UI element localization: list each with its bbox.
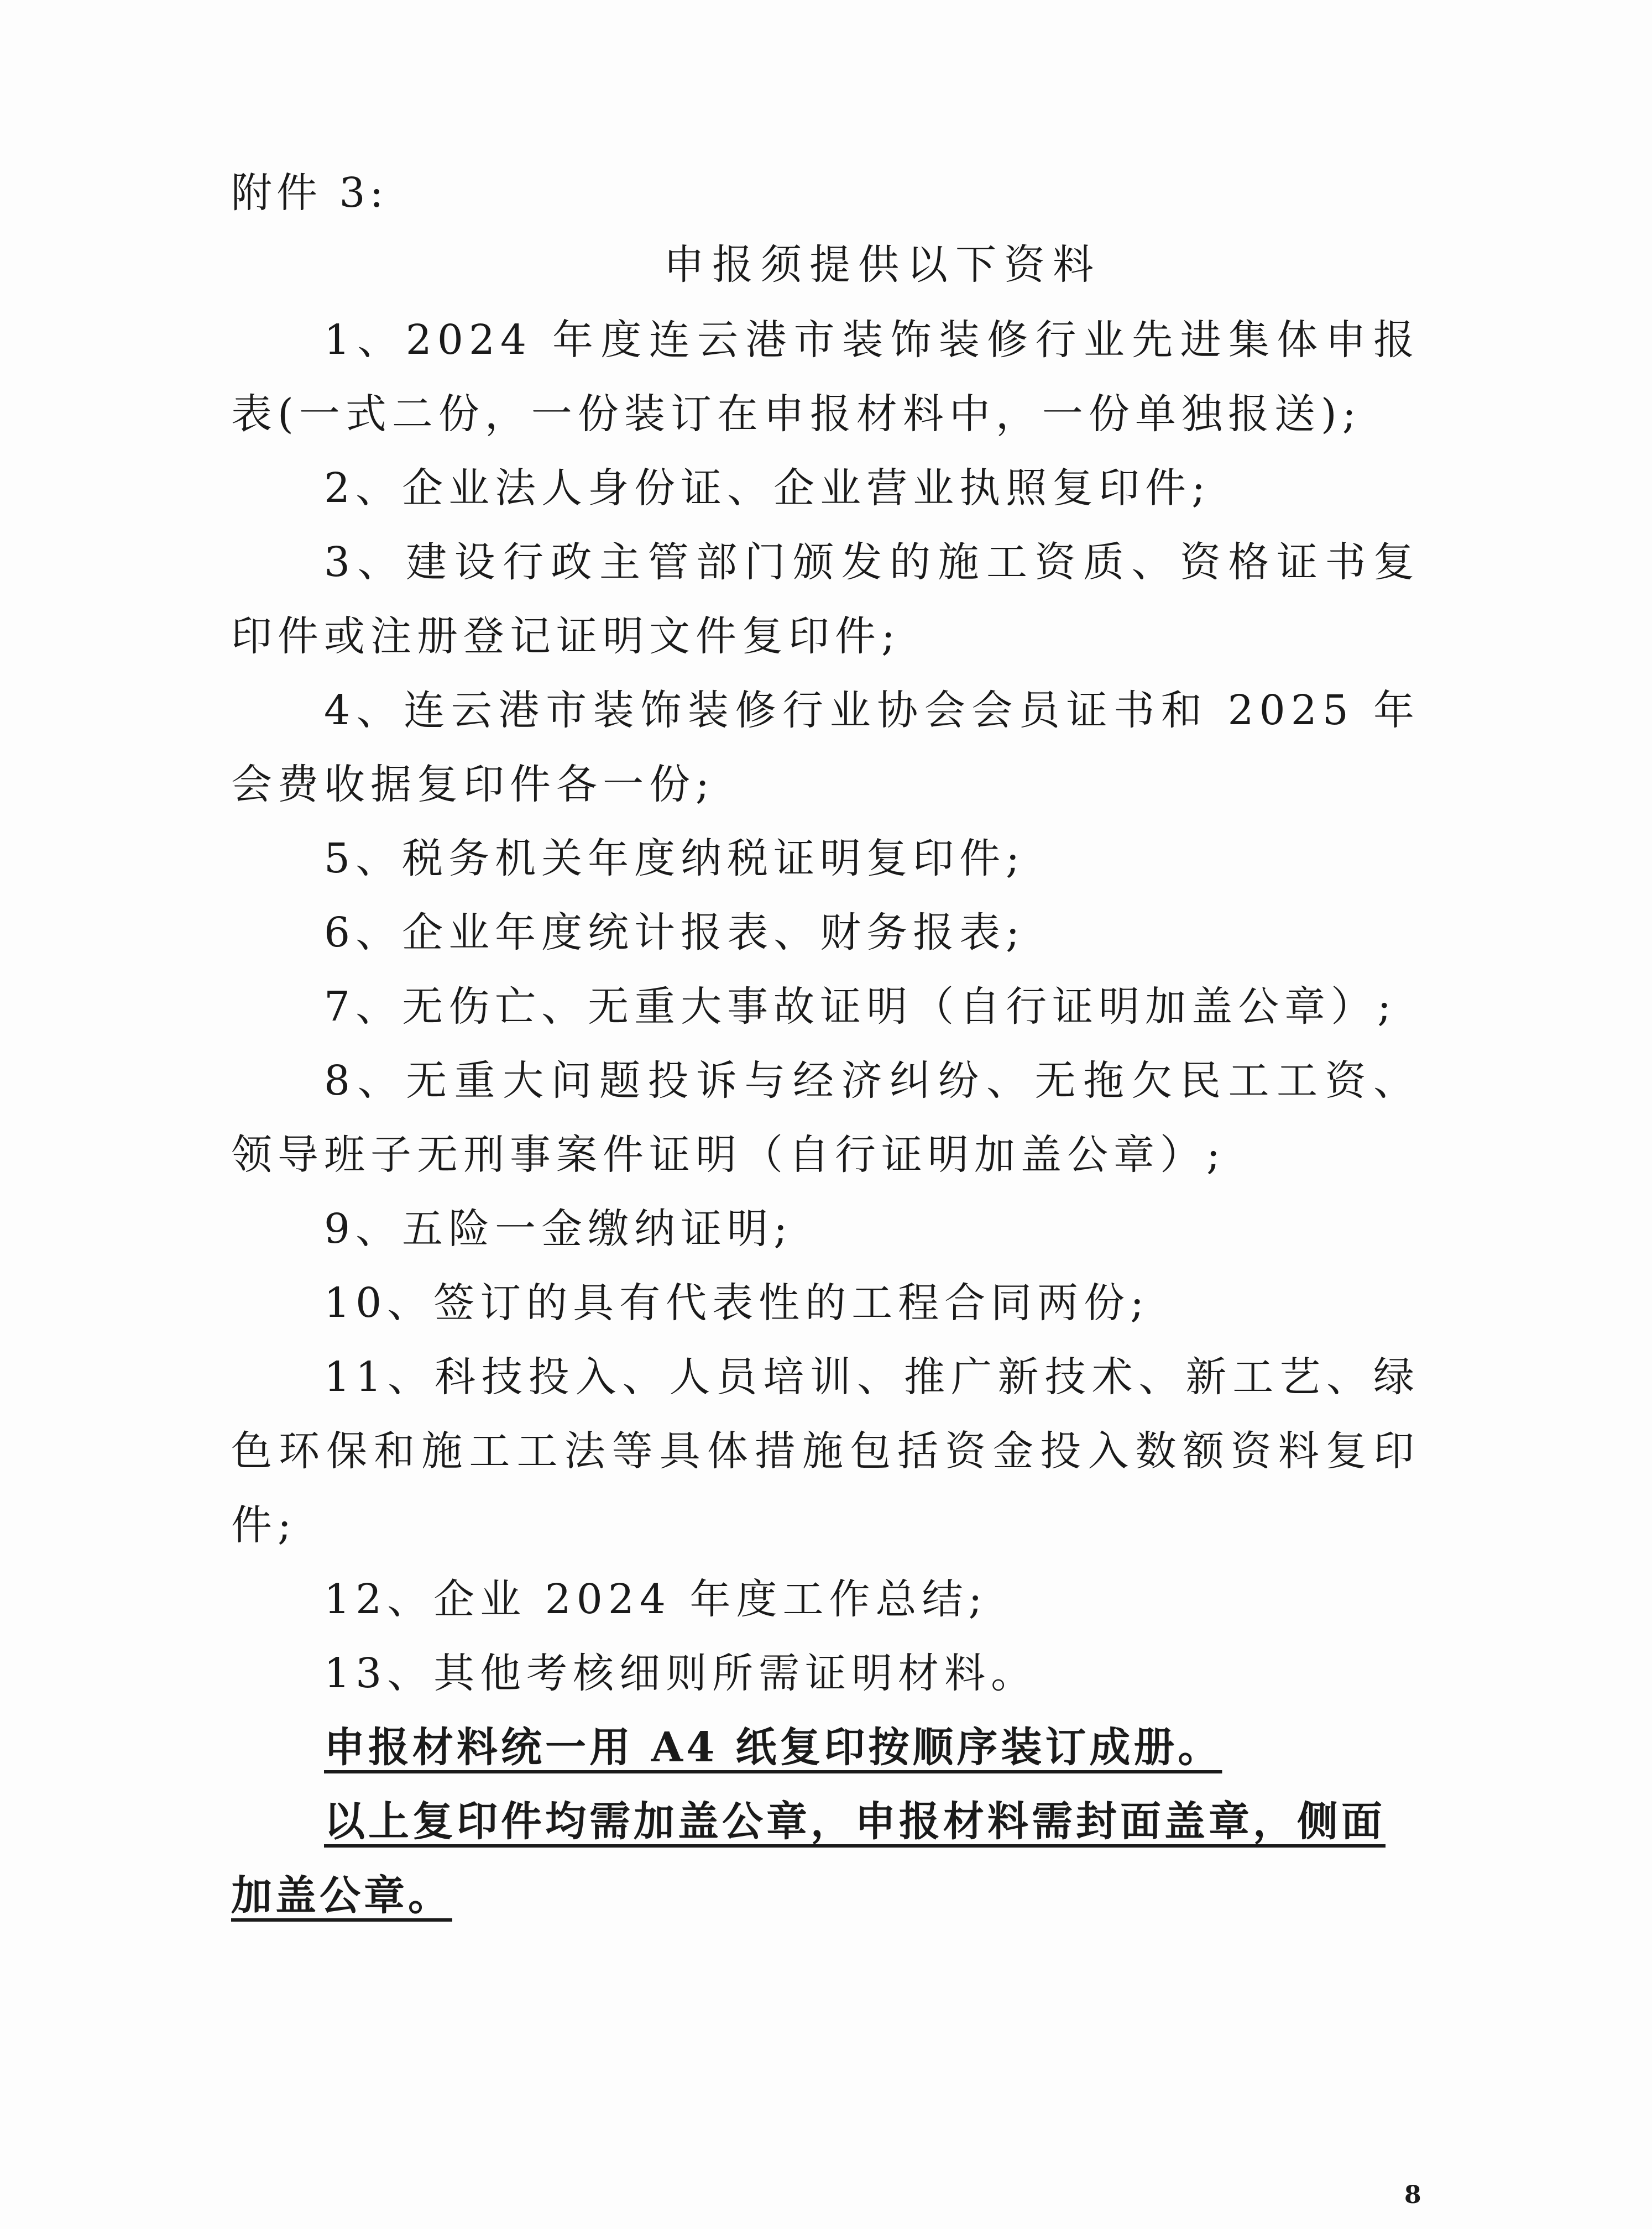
- list-item-10: 10、签订的具有代表性的工程合同两份;: [324, 1279, 1150, 1327]
- requirements-list: [231, 303, 1420, 1933]
- document-title: 申报须提供以下资料: [663, 241, 1101, 289]
- list-item-11: 11、科技投入、人员培训、推广新技术、新工艺、绿色环保和施工工法等具体措施包括资金投入数额资料复印件;: [231, 1353, 1420, 1549]
- attachment-label: 附件 3:: [231, 169, 388, 217]
- list-item-4: 4、连云港市装饰装修行业协会会员证书和 2025 年会费收据复印件各一份;: [231, 687, 1420, 808]
- page-number: 8: [1404, 2181, 1421, 2209]
- binding-note: 申报材料统一用 A4 纸复印按顺序装订成册。: [324, 1724, 1222, 1771]
- list-item-7: 7、无伤亡、无重大事故证明（自行证明加盖公章）;: [324, 983, 1397, 1030]
- list-item-6: 6、企业年度统计报表、财务报表;: [324, 909, 1026, 956]
- list-item-5: 5、税务机关年度纳税证明复印件;: [324, 835, 1026, 882]
- list-item-13: 13、其他考核细则所需证明材料。: [324, 1650, 1038, 1697]
- list-item-1: 1、2024 年度连云港市装饰装修行业先进集体申报表(一式二份，一份装订在申报材料中，一份单独报送);: [231, 316, 1420, 438]
- stamp-note: 以上复印件均需加盖公章，申报材料需封面盖章，侧面加盖公章。: [231, 1798, 1386, 1919]
- list-item-3: 3、建设行政主管部门颁发的施工资质、资格证书复印件或注册登记证明文件复印件;: [231, 538, 1420, 660]
- list-item-12: 12、企业 2024 年度工作总结;: [324, 1576, 988, 1623]
- list-item-9: 9、五险一金缴纳证明;: [324, 1205, 793, 1253]
- list-item-2: 2、企业法人身份证、企业营业执照复印件;: [324, 464, 1211, 512]
- list-item-8: 8、无重大问题投诉与经济纠纷、无拖欠民工工资、领导班子无刑事案件证明（自行证明加盖公章）;: [231, 1057, 1420, 1179]
